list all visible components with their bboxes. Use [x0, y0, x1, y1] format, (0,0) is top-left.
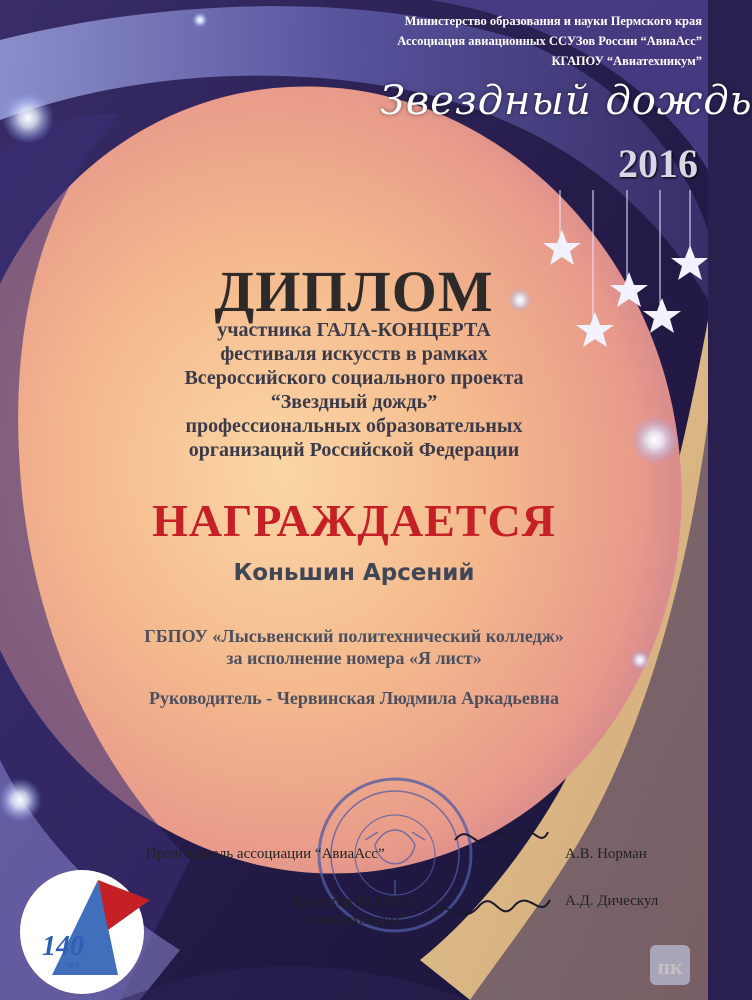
description-line: Всероссийского социального проекта	[184, 367, 524, 389]
description-line: “Звездный дождь”	[270, 391, 438, 413]
leader-line: Руководитель - Червинская Людмила Аркадьевна	[149, 688, 559, 708]
performance-line: за исполнение номера «Я лист»	[226, 648, 482, 668]
diploma-description	[0, 318, 708, 462]
description-line: фестиваля искусств в рамках	[220, 343, 488, 365]
director-org-line: “Авиатехникум”	[300, 912, 406, 928]
svg-text:140: 140	[42, 931, 84, 962]
description-line: участника ГАЛА-КОНЦЕРТА	[217, 319, 491, 341]
director-name: А.Д. Дическул	[565, 893, 659, 909]
svg-text:пк: пк	[657, 954, 683, 979]
diploma-title: ДИПЛОМ	[214, 259, 494, 324]
college-info	[0, 625, 708, 669]
org-line-technikum: КГАПОУ “Авиатехникум”	[551, 54, 702, 68]
festival-year: 2016	[618, 141, 698, 186]
director-title-line: Директор КГАПОУ	[291, 894, 415, 910]
chairman-name: А.В. Норман	[565, 846, 647, 862]
director-title	[268, 893, 438, 929]
org-line-ministry: Министерство образования и науки Пермского края	[404, 14, 702, 28]
festival-logo: Звездный дождь	[380, 78, 752, 124]
corner-watermark-icon	[650, 945, 690, 985]
org-line-association: Ассоциация авиационных ССУЗов России “АвиаАсс”	[397, 34, 702, 48]
chairman-title: Председатель ассоциации “АвиаАсс”	[146, 846, 385, 862]
svg-text:ЛЕТ: ЛЕТ	[66, 963, 80, 970]
recipient-name: Коньшин Арсений	[233, 560, 475, 586]
description-line: профессиональных образовательных	[185, 415, 523, 437]
college-line: ГБПОУ «Лысьвенский политехнический колледж»	[144, 626, 564, 646]
sparkle-icon	[2, 92, 54, 144]
description-line: организаций Российской Федерации	[188, 439, 520, 461]
award-heading: НАГРАЖДАЕТСЯ	[152, 495, 556, 546]
